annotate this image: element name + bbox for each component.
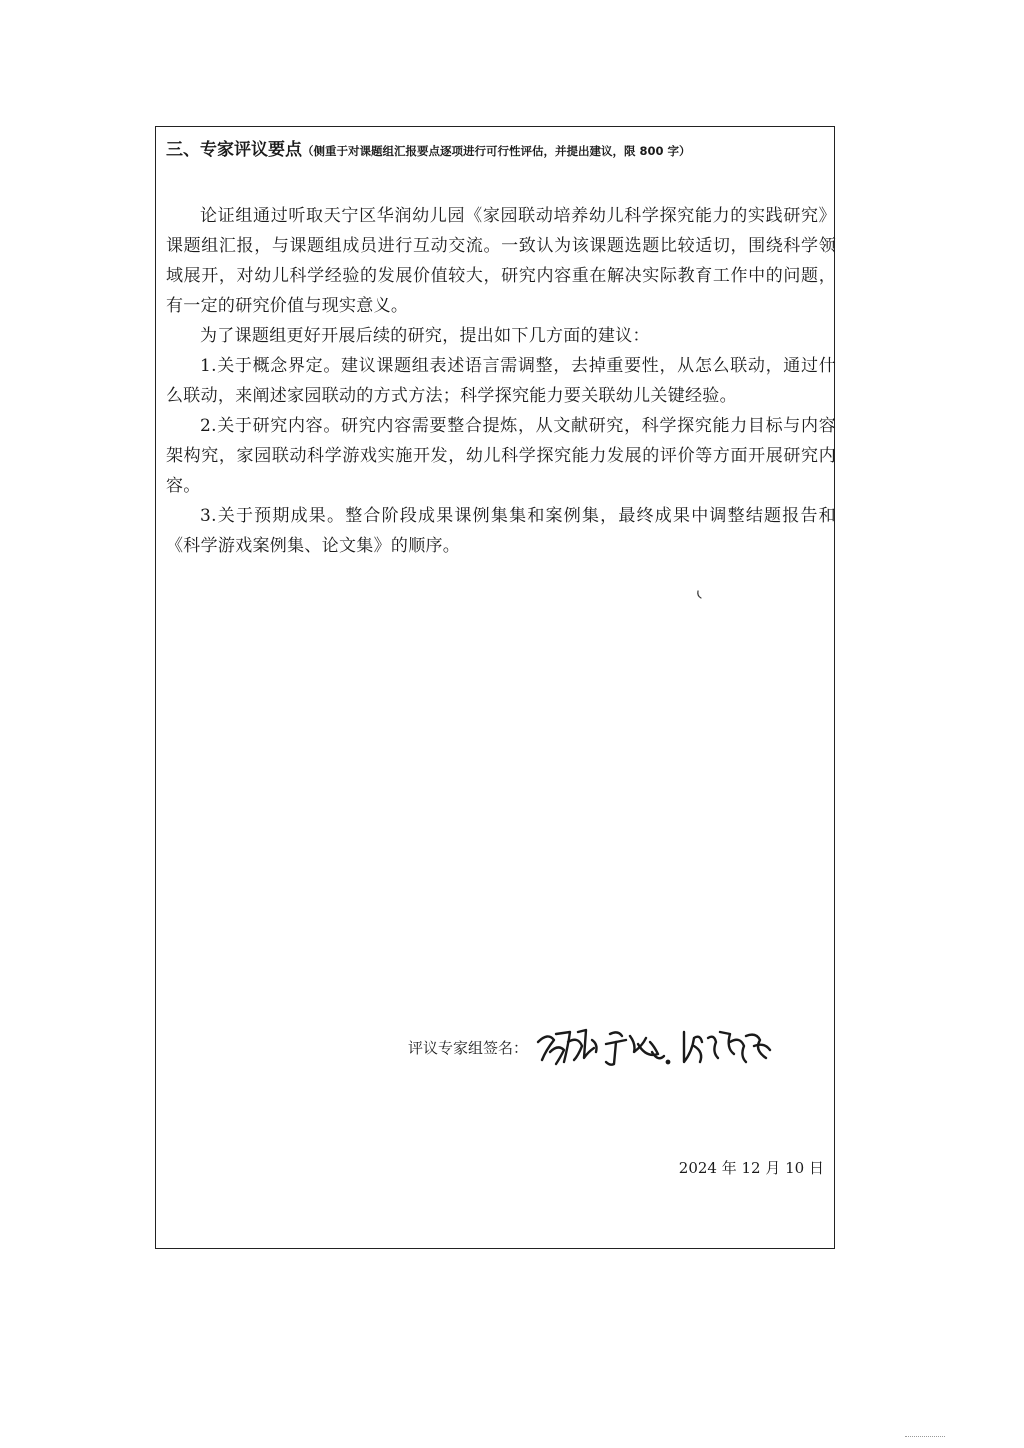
handwritten-signature-image bbox=[534, 1022, 784, 1072]
section-note: （侧重于对课题组汇报要点逐项进行可行性评估，并提出建议，限 800 字） bbox=[302, 144, 691, 158]
paragraph-suggestion-2: 2.关于研究内容。研究内容需要整合提炼，从文献研究，科学探究能力目标与内容架构究，家园联动科学游戏实施开发，幼儿科学探究能力发展的评价等方面开展研究内容。 bbox=[166, 416, 836, 496]
paragraph-suggestion-1: 1.关于概念界定。建议课题组表述语言需调整，去掉重要性，从怎么联动，通过什么联动，来阐述家园联动的方式方法；科学探究能力要关联幼儿关键经验。 bbox=[166, 356, 836, 406]
review-form-box bbox=[155, 126, 835, 1249]
date-line: 2024 年 12 月 10 日 bbox=[678, 1159, 824, 1177]
paragraph-intro: 为了课题组更好开展后续的研究，提出如下几方面的建议： bbox=[200, 326, 650, 346]
section-header bbox=[166, 135, 691, 160]
paragraph-summary: 论证组通过听取天宁区华润幼儿园《家园联动培养幼儿科学探究能力的实践研究》课题组汇报，与课题组成员进行互动交流。一致认为该课题选题比较适切，围绕科学领域展开，对幼儿科学经验的发展价值较大，研究内容重在解决实际教育工作中的问题，有一定的研究价值与现实意义。 bbox=[166, 206, 836, 316]
signature-label: 评议专家组签名： bbox=[408, 1038, 529, 1057]
paragraph-suggestion-3: 3.关于预期成果。整合阶段成果课例集集和案例集，最终成果中调整结题报告和《科学游戏案例集、论文集》的顺序。 bbox=[166, 506, 836, 556]
signature-row bbox=[408, 1022, 784, 1072]
stray-pen-mark bbox=[696, 590, 704, 600]
review-body bbox=[166, 201, 836, 561]
corner-dots bbox=[905, 1436, 945, 1437]
section-title: 三、专家评议要点 bbox=[166, 140, 302, 160]
